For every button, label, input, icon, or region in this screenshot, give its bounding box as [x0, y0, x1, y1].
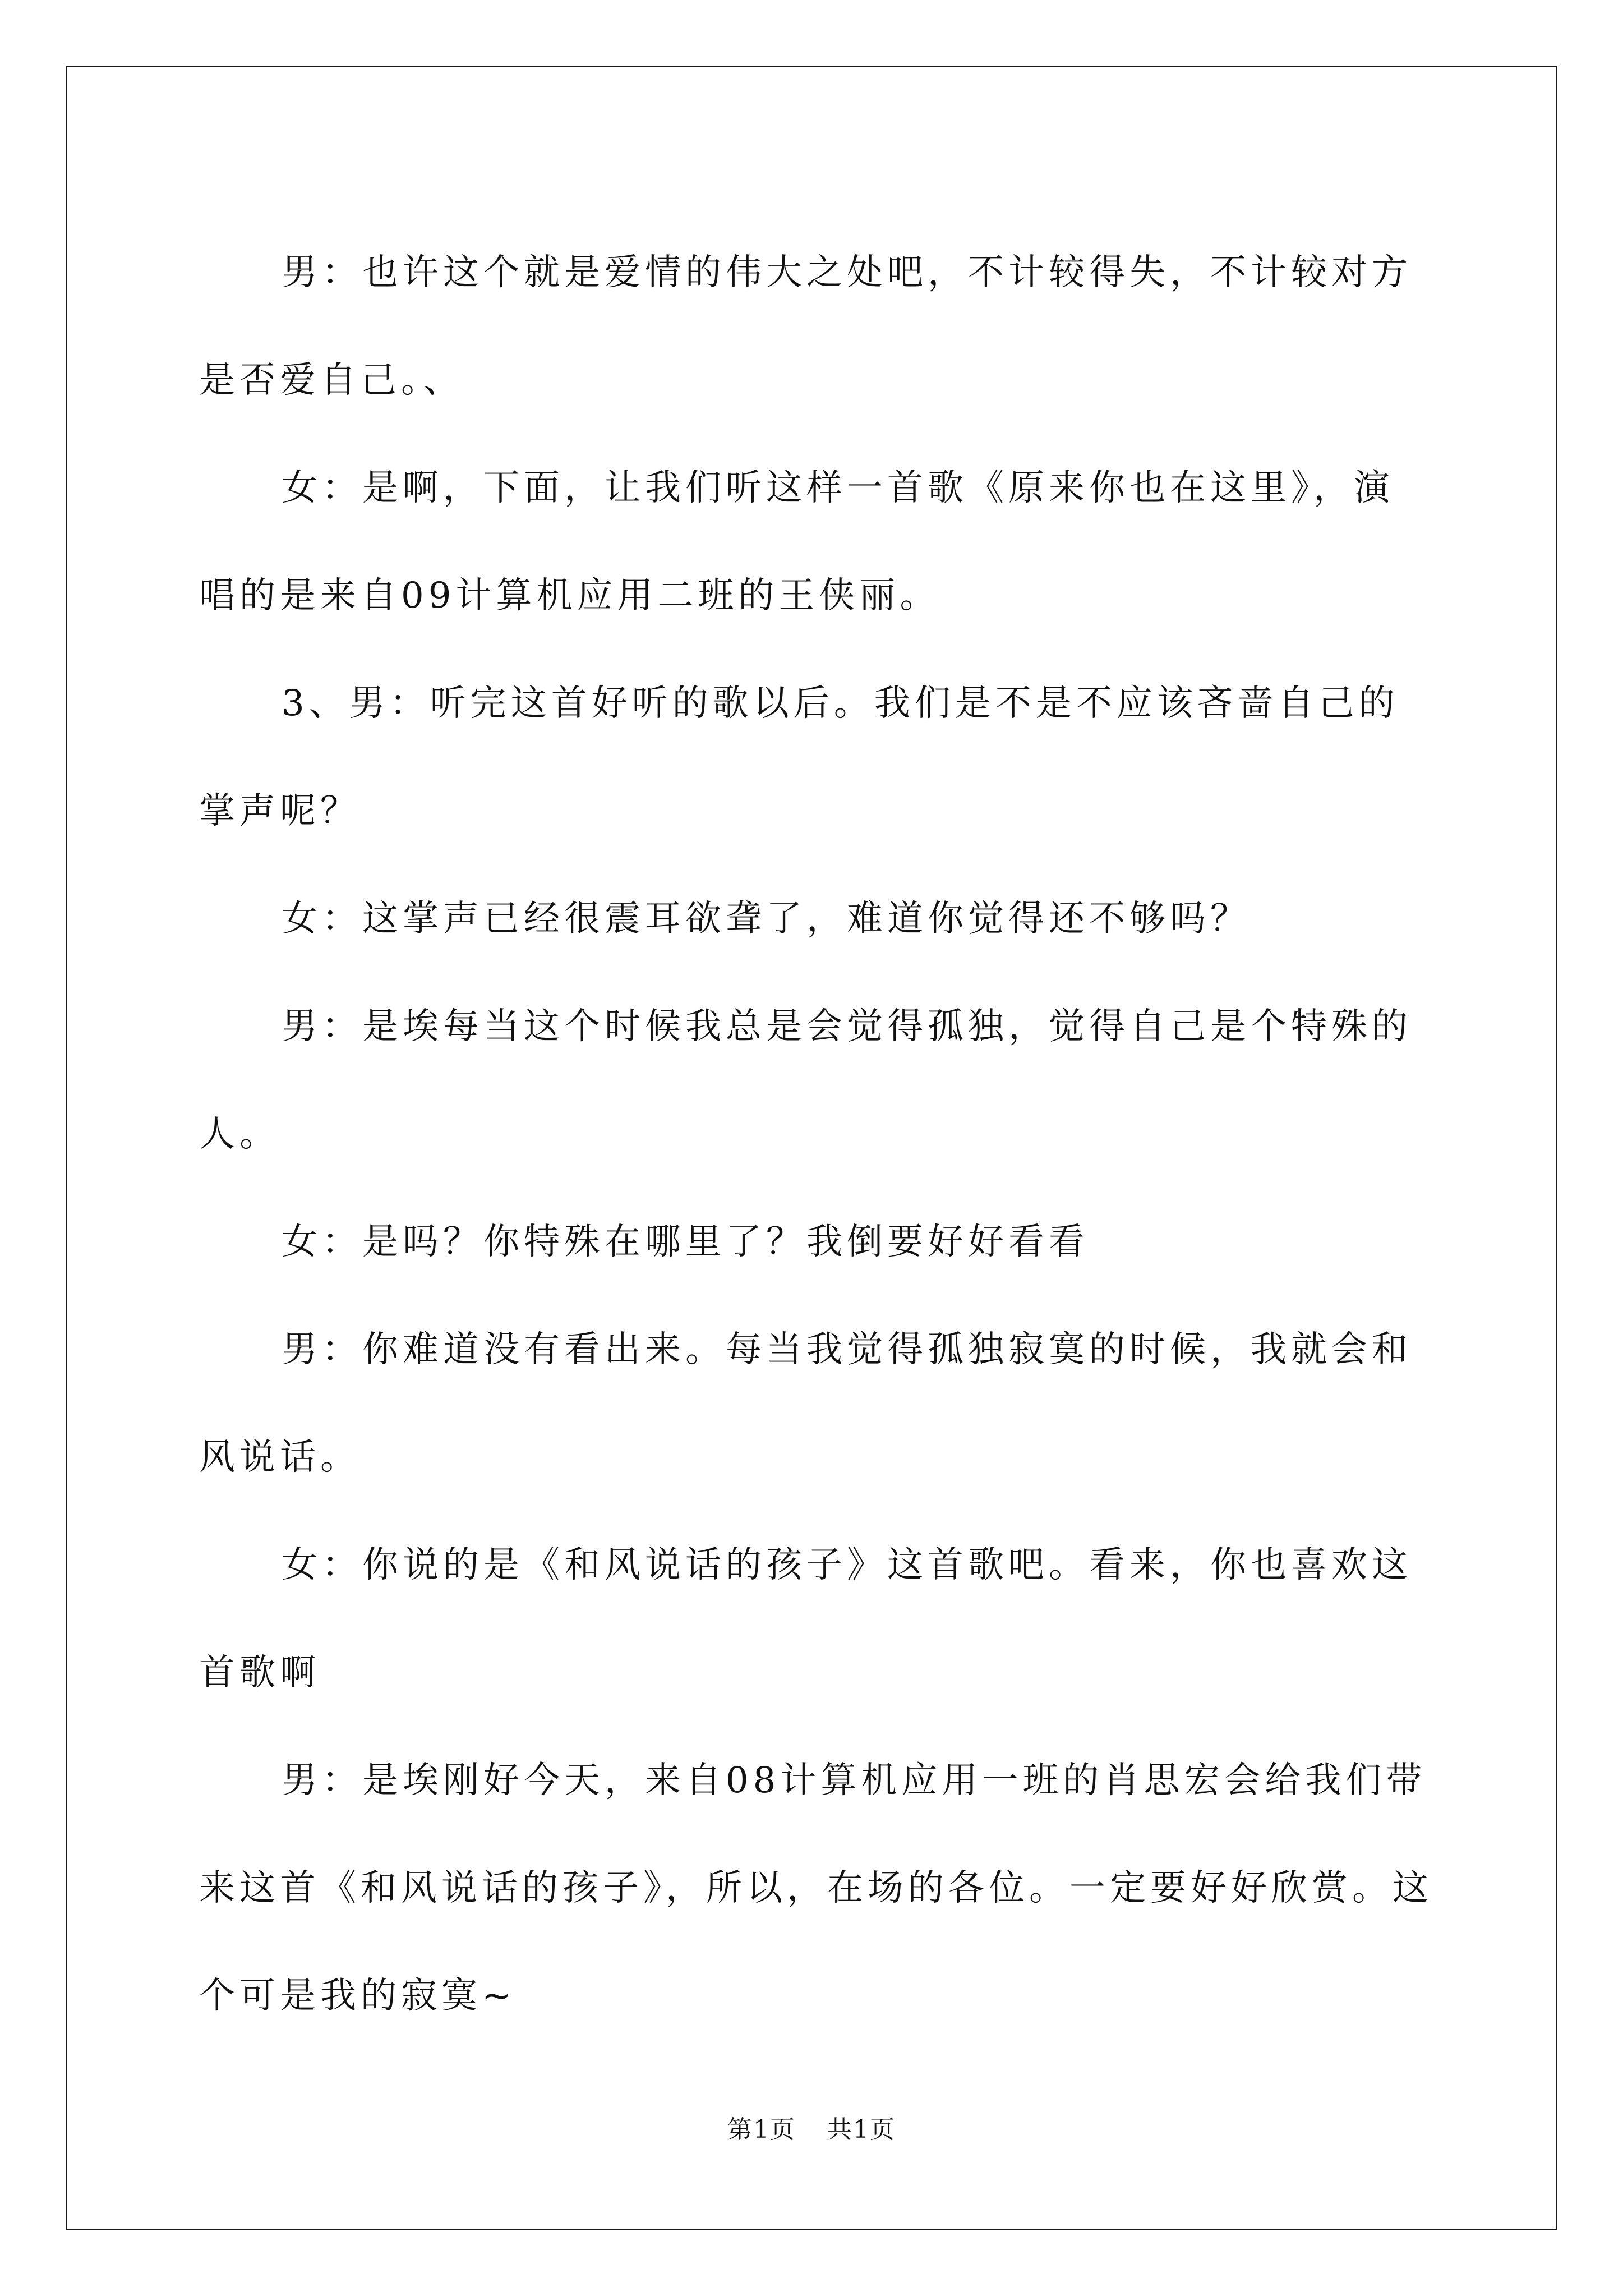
paragraph-8: 女：你说的是《和风说话的孩子》这首歌吧。看来，你也喜欢这首歌啊 [199, 1544, 1412, 1694]
document-body [199, 219, 1433, 2050]
page-number-current: 第1页 [727, 2115, 796, 2144]
paragraph-9: 男：是埃刚好今天，来自08计算机应用一班的肖思宏会给我们带来这首《和风说话的孩子》，所以，在场的各位。一定要好好欣赏。这个可是我的寂寞~ [199, 1760, 1433, 2017]
paragraph-4: 女：这掌声已经很震耳欲聋了，难道你觉得还不够吗？ [282, 898, 1251, 940]
page-footer [0, 2109, 1623, 2145]
paragraph-3: 3、男：听完这首好听的歌以后。我们是不是不应该吝啬自己的掌声呢？ [199, 683, 1399, 832]
paragraph-7: 男：你难道没有看出来。每当我觉得孤独寂寞的时候，我就会和风说话。 [199, 1329, 1412, 1478]
paragraph-5: 男：是埃每当这个时候我总是会觉得孤独，觉得自己是个特殊的人。 [199, 1006, 1412, 1155]
paragraph-1: 男：也许这个就是爱情的伟大之处吧，不计较得失，不计较对方是否爱自己。、 [199, 252, 1412, 401]
page-number-total: 共1页 [827, 2115, 896, 2144]
paragraph-2: 女：是啊，下面，让我们听这样一首歌《原来你也在这里》，演唱的是来自09计算机应用二班的王侠丽。 [199, 467, 1394, 616]
paragraph-6: 女：是吗？你特殊在哪里了？我倒要好好看看 [282, 1221, 1089, 1263]
